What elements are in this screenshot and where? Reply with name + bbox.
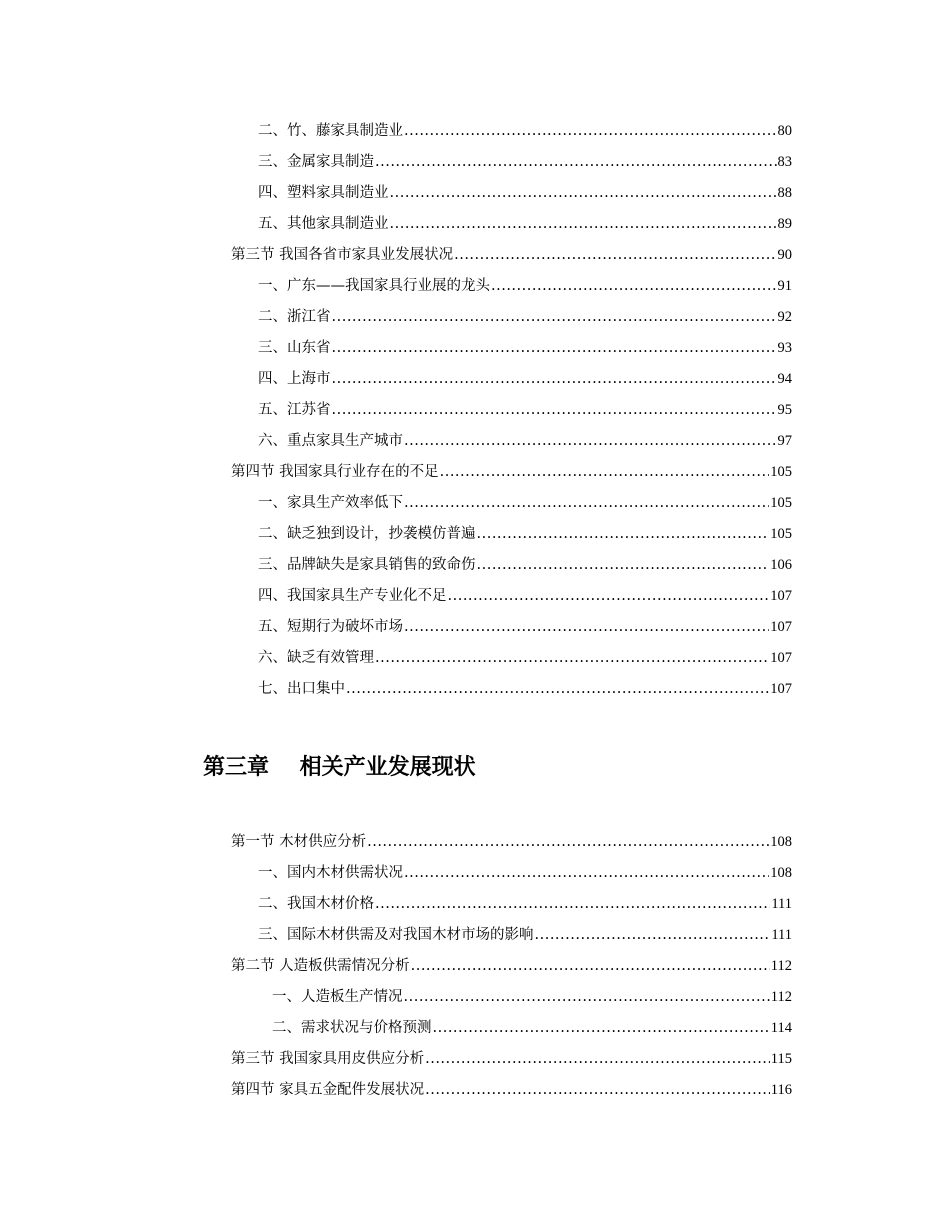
toc-entry-page: 106 bbox=[770, 557, 792, 573]
toc-entry-page: 105 bbox=[770, 495, 792, 511]
toc-entry[interactable] bbox=[258, 119, 792, 143]
toc-entry-page: 115 bbox=[770, 1051, 792, 1067]
toc-entry-label: 六、重点家具生产城市 bbox=[258, 433, 403, 449]
toc-entry-page: 111 bbox=[771, 896, 792, 912]
toc-entry-label: 一、家具生产效率低下 bbox=[258, 495, 403, 511]
dot-leader bbox=[425, 1047, 770, 1071]
toc-entry[interactable] bbox=[272, 985, 792, 1009]
dot-leader bbox=[332, 336, 777, 360]
toc-entry-page: 89 bbox=[777, 216, 792, 232]
toc-entry-label: 五、江苏省 bbox=[258, 402, 331, 418]
toc-entry[interactable] bbox=[258, 212, 792, 236]
toc-section-entry[interactable] bbox=[231, 954, 792, 978]
toc-entry[interactable] bbox=[258, 150, 792, 174]
dot-leader bbox=[411, 954, 770, 978]
toc-section-entry[interactable] bbox=[231, 830, 792, 854]
toc-entry-label: 一、人造板生产情况 bbox=[272, 989, 403, 1005]
toc-entry-label: 四、上海市 bbox=[258, 371, 331, 387]
dot-leader bbox=[404, 119, 777, 143]
toc-entry-label: 二、浙江省 bbox=[258, 309, 331, 325]
toc-entry-page: 95 bbox=[777, 402, 792, 418]
dot-leader bbox=[448, 584, 770, 608]
toc-entry-label: 第三节 我国各省市家具业发展状况 bbox=[231, 247, 454, 263]
toc-entry-page: 97 bbox=[777, 433, 792, 449]
toc-entry[interactable] bbox=[258, 305, 792, 329]
toc-entry[interactable] bbox=[258, 553, 792, 577]
dot-leader bbox=[332, 305, 777, 329]
chapter-heading[interactable]: 第三章 相关产业发展现状 bbox=[203, 755, 476, 780]
dot-leader bbox=[332, 398, 777, 422]
toc-entry-page: 108 bbox=[770, 834, 792, 850]
toc-entry[interactable] bbox=[258, 491, 792, 515]
toc-entry-page: 83 bbox=[777, 154, 792, 170]
dot-leader bbox=[404, 429, 777, 453]
toc-entry-page: 112 bbox=[770, 958, 792, 974]
toc-entry[interactable] bbox=[258, 429, 792, 453]
toc-entry-label: 四、我国家具生产专业化不足 bbox=[258, 588, 447, 604]
toc-entry-label: 第四节 我国家具行业存在的不足 bbox=[231, 464, 439, 480]
dot-leader bbox=[454, 243, 776, 267]
toc-entry-page: 105 bbox=[770, 526, 792, 542]
toc-entry[interactable] bbox=[258, 677, 792, 701]
toc-entry[interactable] bbox=[258, 861, 792, 885]
toc-entry-label: 五、其他家具制造业 bbox=[258, 216, 389, 232]
toc-section-entry[interactable] bbox=[231, 1047, 792, 1071]
toc-entry[interactable] bbox=[258, 181, 792, 205]
toc-entry-page: 107 bbox=[770, 681, 792, 697]
toc-entry-label: 三、山东省 bbox=[258, 340, 331, 356]
toc-entry-label: 第四节 家具五金配件发展状况 bbox=[231, 1082, 425, 1098]
dot-leader bbox=[433, 1016, 770, 1040]
toc-section-entry[interactable] bbox=[231, 1078, 792, 1102]
toc-entry[interactable] bbox=[258, 274, 792, 298]
dot-leader bbox=[332, 367, 777, 391]
toc-section-entry[interactable] bbox=[231, 460, 792, 484]
toc-entry-page: 88 bbox=[777, 185, 792, 201]
toc-entry[interactable] bbox=[258, 398, 792, 422]
dot-leader bbox=[404, 615, 769, 639]
toc-entry-page: 108 bbox=[770, 865, 792, 881]
toc-entry-label: 一、国内木材供需状况 bbox=[258, 865, 403, 881]
toc-entry-label: 四、塑料家具制造业 bbox=[258, 185, 389, 201]
toc-section-entry[interactable] bbox=[231, 243, 792, 267]
toc-entry[interactable] bbox=[258, 646, 792, 670]
toc-entry[interactable] bbox=[258, 923, 792, 947]
toc-entry-label: 七、出口集中 bbox=[258, 681, 345, 697]
toc-entry-page: 107 bbox=[770, 650, 792, 666]
toc-entry-page: 107 bbox=[770, 619, 792, 635]
toc-entry-page: 116 bbox=[770, 1082, 792, 1098]
toc-entry[interactable] bbox=[258, 522, 792, 546]
toc-entry[interactable] bbox=[258, 584, 792, 608]
dot-leader bbox=[477, 522, 770, 546]
toc-entry-label: 二、需求状况与价格预测 bbox=[272, 1020, 432, 1036]
dot-leader bbox=[375, 646, 769, 670]
toc-entry-page: 107 bbox=[770, 588, 792, 604]
dot-leader bbox=[425, 1078, 770, 1102]
toc-entry[interactable] bbox=[258, 615, 792, 639]
toc-entry-label: 三、国际木材供需及对我国木材市场的影响 bbox=[258, 927, 534, 943]
toc-entry-label: 六、缺乏有效管理 bbox=[258, 650, 374, 666]
toc-entry-label: 二、竹、藤家具制造业 bbox=[258, 123, 403, 139]
dot-leader bbox=[477, 553, 770, 577]
dot-leader bbox=[390, 212, 777, 236]
toc-entry-label: 二、缺乏独到设计，抄袭模仿普遍 bbox=[258, 526, 476, 542]
dot-leader bbox=[491, 274, 777, 298]
toc-entry-page: 93 bbox=[777, 340, 792, 356]
dot-leader bbox=[535, 923, 771, 947]
toc-entry[interactable] bbox=[258, 336, 792, 360]
toc-entry-page: 80 bbox=[777, 123, 792, 139]
toc-entry-page: 114 bbox=[770, 1020, 792, 1036]
toc-entry[interactable] bbox=[272, 1016, 792, 1040]
toc-entry-label: 第一节 木材供应分析 bbox=[231, 834, 367, 850]
toc-entry-label: 二、我国木材价格 bbox=[258, 896, 374, 912]
dot-leader bbox=[375, 150, 777, 174]
toc-entry-page: 91 bbox=[777, 278, 792, 294]
toc-entry-page: 112 bbox=[770, 989, 792, 1005]
dot-leader bbox=[346, 677, 769, 701]
toc-entry[interactable] bbox=[258, 367, 792, 391]
dot-leader bbox=[375, 892, 770, 916]
dot-leader bbox=[404, 861, 769, 885]
toc-entry-label: 五、短期行为破坏市场 bbox=[258, 619, 403, 635]
toc-entry-label: 三、品牌缺失是家具销售的致命伤 bbox=[258, 557, 476, 573]
toc-entry-label: 第二节 人造板供需情况分析 bbox=[231, 958, 410, 974]
dot-leader bbox=[390, 181, 777, 205]
toc-entry-page: 105 bbox=[770, 464, 792, 480]
toc-entry-page: 92 bbox=[777, 309, 792, 325]
toc-entry-page: 94 bbox=[777, 371, 792, 387]
dot-leader bbox=[404, 491, 769, 515]
dot-leader bbox=[404, 985, 770, 1009]
toc-entry-page: 111 bbox=[771, 927, 792, 943]
dot-leader bbox=[367, 830, 769, 854]
toc-entry-page: 90 bbox=[777, 247, 792, 263]
toc-entry-label: 三、金属家具制造 bbox=[258, 154, 374, 170]
toc-entry-label: 第三节 我国家具用皮供应分析 bbox=[231, 1051, 425, 1067]
toc-entry-label: 一、广东——我国家具行业展的龙头 bbox=[258, 278, 490, 294]
dot-leader bbox=[440, 460, 770, 484]
toc-entry[interactable] bbox=[258, 892, 792, 916]
